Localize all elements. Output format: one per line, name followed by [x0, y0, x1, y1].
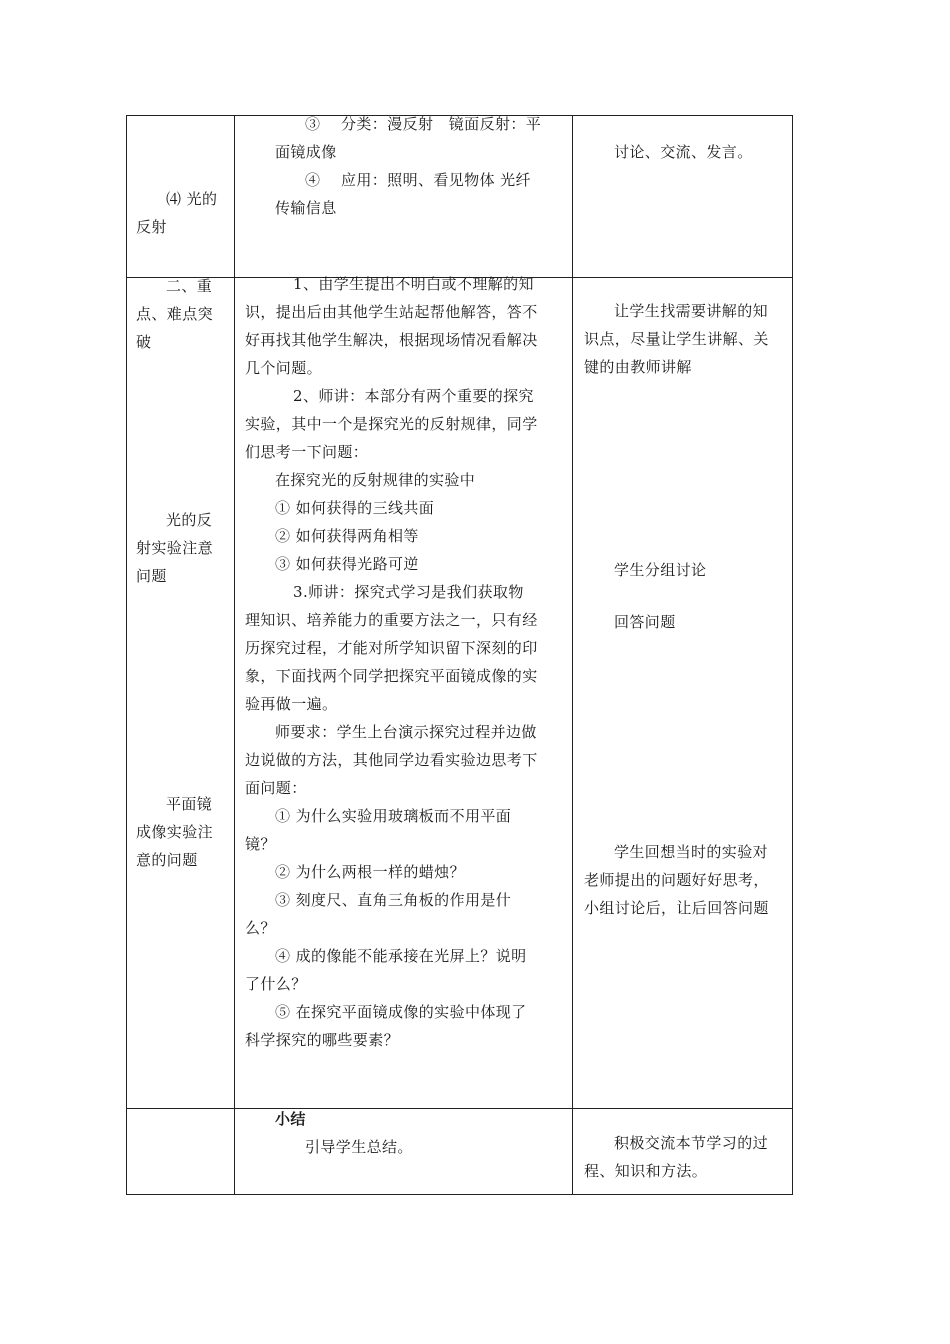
topic-line: 光的反: [166, 511, 213, 529]
summary-title: 小结: [275, 1110, 306, 1128]
content-line: 象，下面找两个同学把探究平面镜成像的实: [245, 667, 538, 685]
content-line: 2、师讲：本部分有两个重要的探究: [293, 387, 534, 405]
row2-activity-cell-b: [584, 556, 784, 584]
row2-activity-cell-d: [584, 838, 784, 922]
content-line: 面问题：: [245, 779, 307, 797]
content-line: 历探究过程，才能对所学知识留下深刻的印: [245, 639, 538, 657]
activity-line: 让学生找需要讲解的知: [614, 302, 769, 320]
activity-line: 老师提出的问题好好思考，: [584, 871, 769, 889]
topic-line: 破: [136, 333, 152, 351]
content-line: ④ 应用：照明、看见物体 光纤: [305, 171, 531, 189]
activity-line: 回答问题: [614, 613, 676, 631]
content-line: 理知识、培养能力的重要方法之一，只有经: [245, 611, 538, 629]
row2-topic-cell-a: [136, 272, 228, 356]
content-line: ③ 分类：漫反射 镜面反射：平: [305, 115, 542, 133]
activity-line: 小组讨论后，让后回答问题: [584, 899, 769, 917]
column-divider-2: [572, 115, 573, 1195]
topic-line: 问题: [136, 567, 167, 585]
activity-line: 学生分组讨论: [614, 561, 707, 579]
content-line: 好再找其他学生解决，根据现场情况看解决: [245, 331, 538, 349]
activity-line: 程、知识和方法。: [584, 1162, 708, 1180]
content-line: ③ 刻度尺、直角三角板的作用是什: [275, 891, 512, 909]
row1-content-cell: [245, 110, 563, 222]
row2-topic-cell-c: [136, 790, 228, 874]
row2-content-cell: [245, 270, 563, 1054]
content-line: 3.师讲：探究式学习是我们获取物: [293, 583, 524, 601]
content-line: ④ 成的像能不能承接在光屏上？说明: [275, 947, 527, 965]
topic-line: 反射: [136, 218, 167, 236]
content-line: 师要求：学生上台演示探究过程并边做: [275, 723, 537, 741]
table-border-left: [126, 115, 127, 1195]
row2-activity-cell-a: [584, 297, 784, 381]
content-line: 面镜成像: [275, 143, 337, 161]
content-line: 么？: [245, 919, 276, 937]
lesson-plan-table: [126, 115, 793, 1195]
content-line: 边说做的方法，其他同学边看实验边思考下: [245, 751, 538, 769]
topic-line: 意的问题: [136, 851, 198, 869]
table-border-right: [792, 115, 793, 1195]
content-line: ② 如何获得两角相等: [275, 527, 419, 545]
content-line: ① 如何获得的三线共面: [275, 499, 435, 517]
content-line: ② 为什么两根一样的蜡烛？: [275, 863, 465, 881]
column-divider-1: [234, 115, 235, 1195]
content-line: 们思考一下问题：: [245, 443, 369, 461]
content-line: ③ 如何获得光路可逆: [275, 555, 419, 573]
content-line: 识，提出后由其他学生站起帮他解答，答不: [245, 303, 538, 321]
content-line: 了什么？: [245, 975, 307, 993]
activity-line: 键的由教师讲解: [584, 358, 692, 376]
activity-line: 识点，尽量让学生讲解、关: [584, 330, 769, 348]
content-line: 传输信息: [275, 199, 337, 217]
topic-line: 射实验注意: [136, 539, 214, 557]
content-line: 科学探究的哪些要素？: [245, 1031, 400, 1049]
row1-topic-cell: [136, 185, 228, 241]
content-line: 1、由学生提出不明白或不理解的知: [293, 275, 534, 293]
topic-line: 成像实验注: [136, 823, 214, 841]
table-border-bottom: [126, 1194, 793, 1195]
content-line: 引导学生总结。: [305, 1138, 413, 1156]
content-line: 验再做一遍。: [245, 695, 338, 713]
activity-line: 讨论、交流、发言。: [614, 143, 753, 161]
row2-activity-cell-c: [584, 608, 784, 636]
topic-line: 二、重: [166, 277, 213, 295]
row3-activity-cell: [584, 1129, 784, 1185]
content-line: 在探究光的反射规律的实验中: [275, 471, 476, 489]
content-line: ⑤ 在探究平面镜成像的实验中体现了: [275, 1003, 527, 1021]
content-line: 实验，其中一个是探究光的反射规律，同学: [245, 415, 538, 433]
topic-line: 点、难点突: [136, 305, 214, 323]
content-line: 镜？: [245, 835, 276, 853]
topic-line: 平面镜: [166, 795, 213, 813]
row3-content-cell: [245, 1105, 563, 1161]
row1-activity-cell: [584, 138, 784, 166]
topic-line: ⑷ 光的: [166, 190, 218, 208]
row2-topic-cell-b: [136, 506, 228, 590]
activity-line: 学生回想当时的实验对: [614, 843, 769, 861]
activity-line: 积极交流本节学习的过: [614, 1134, 769, 1152]
content-line: 几个问题。: [245, 359, 323, 377]
content-line: ① 为什么实验用玻璃板而不用平面: [275, 807, 512, 825]
